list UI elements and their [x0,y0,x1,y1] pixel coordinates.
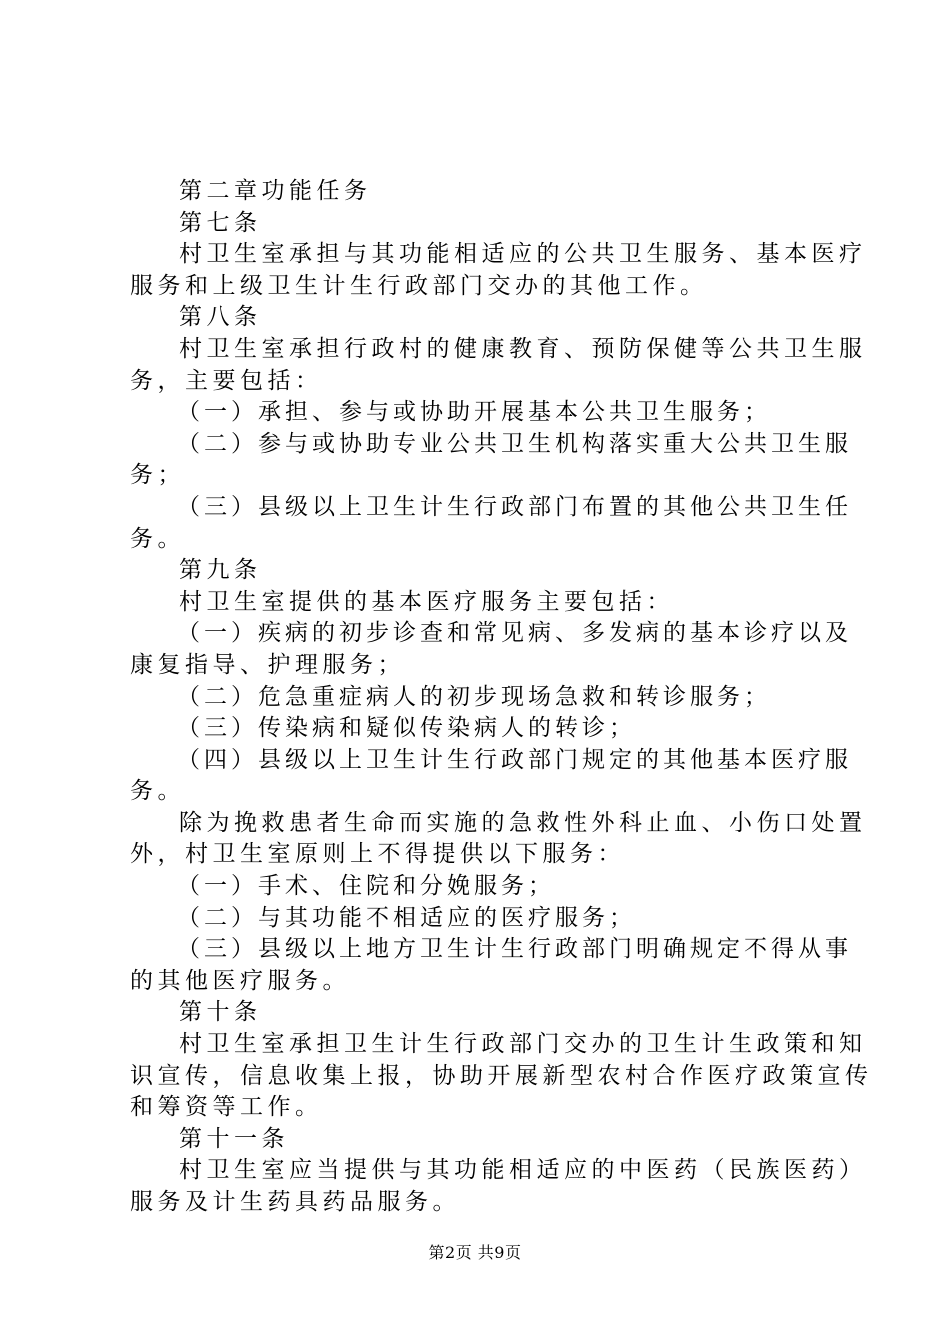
text-line: 康复指导、护理服务； [130,651,405,678]
page-footer: 第2页 共9页 [428,1243,522,1262]
text-line: 识宣传，信息收集上报，协助开展新型农村合作医疗政策宣传 [130,1062,873,1089]
text-line: 村卫生室承担卫生计生行政部门交办的卫生计生政策和知 [179,1031,867,1058]
text-line: 第十一条 [179,1125,289,1152]
text-line: （二）与其功能不相适应的医疗服务； [177,904,636,931]
document-body [130,176,873,1219]
text-line: （一）手术、住院和分娩服务； [177,873,555,900]
text-line: （四）县级以上卫生计生行政部门规定的其他基本医疗服 [177,746,852,773]
text-line: 村卫生室提供的基本医疗服务主要包括： [179,588,674,615]
text-line: 服务和上级卫生计生行政部门交办的其他工作。 [130,272,708,299]
text-line: 第七条 [179,209,262,236]
text-line: （三）县级以上卫生计生行政部门布置的其他公共卫生任 [177,493,852,520]
text-line: 第八条 [179,304,262,331]
text-line: 除为挽救患者生命而实施的急救性外科止血、小伤口处置 [179,809,867,836]
text-line: 服务及计生药具药品服务。 [130,1189,460,1215]
text-line: （二）危急重症病人的初步现场急救和转诊服务； [177,683,771,710]
text-line: （一）疾病的初步诊查和常见病、多发病的基本诊疗以及 [177,620,852,647]
text-line: 村卫生室承担行政村的健康教育、预防保健等公共卫生服 [179,335,867,362]
text-line: 村卫生室应当提供与其功能相适应的中医药（民族医药） [179,1157,867,1184]
text-line: 和筹资等工作。 [130,1094,323,1121]
text-line: （二）参与或协助专业公共卫生机构落实重大公共卫生服 [177,430,852,457]
text-line: 务。 [130,778,185,805]
text-line: 外，村卫生室原则上不得提供以下服务： [130,841,625,868]
text-line: 务，主要包括： [130,367,323,394]
text-line: 第九条 [179,557,262,584]
text-line: 务； [130,462,185,489]
text-line: （三）传染病和疑似传染病人的转诊； [177,715,636,742]
text-line: （三）县级以上地方卫生计生行政部门明确规定不得从事 [177,936,852,963]
text-line: 村卫生室承担与其功能相适应的公共卫生服务、基本医疗 [179,241,867,268]
text-line: 第二章功能任务 [179,178,372,204]
text-line: 第十条 [179,999,262,1026]
text-line: 的其他医疗服务。 [130,967,350,994]
text-line: 务。 [130,525,185,552]
text-line: （一）承担、参与或协助开展基本公共卫生服务； [177,399,771,426]
